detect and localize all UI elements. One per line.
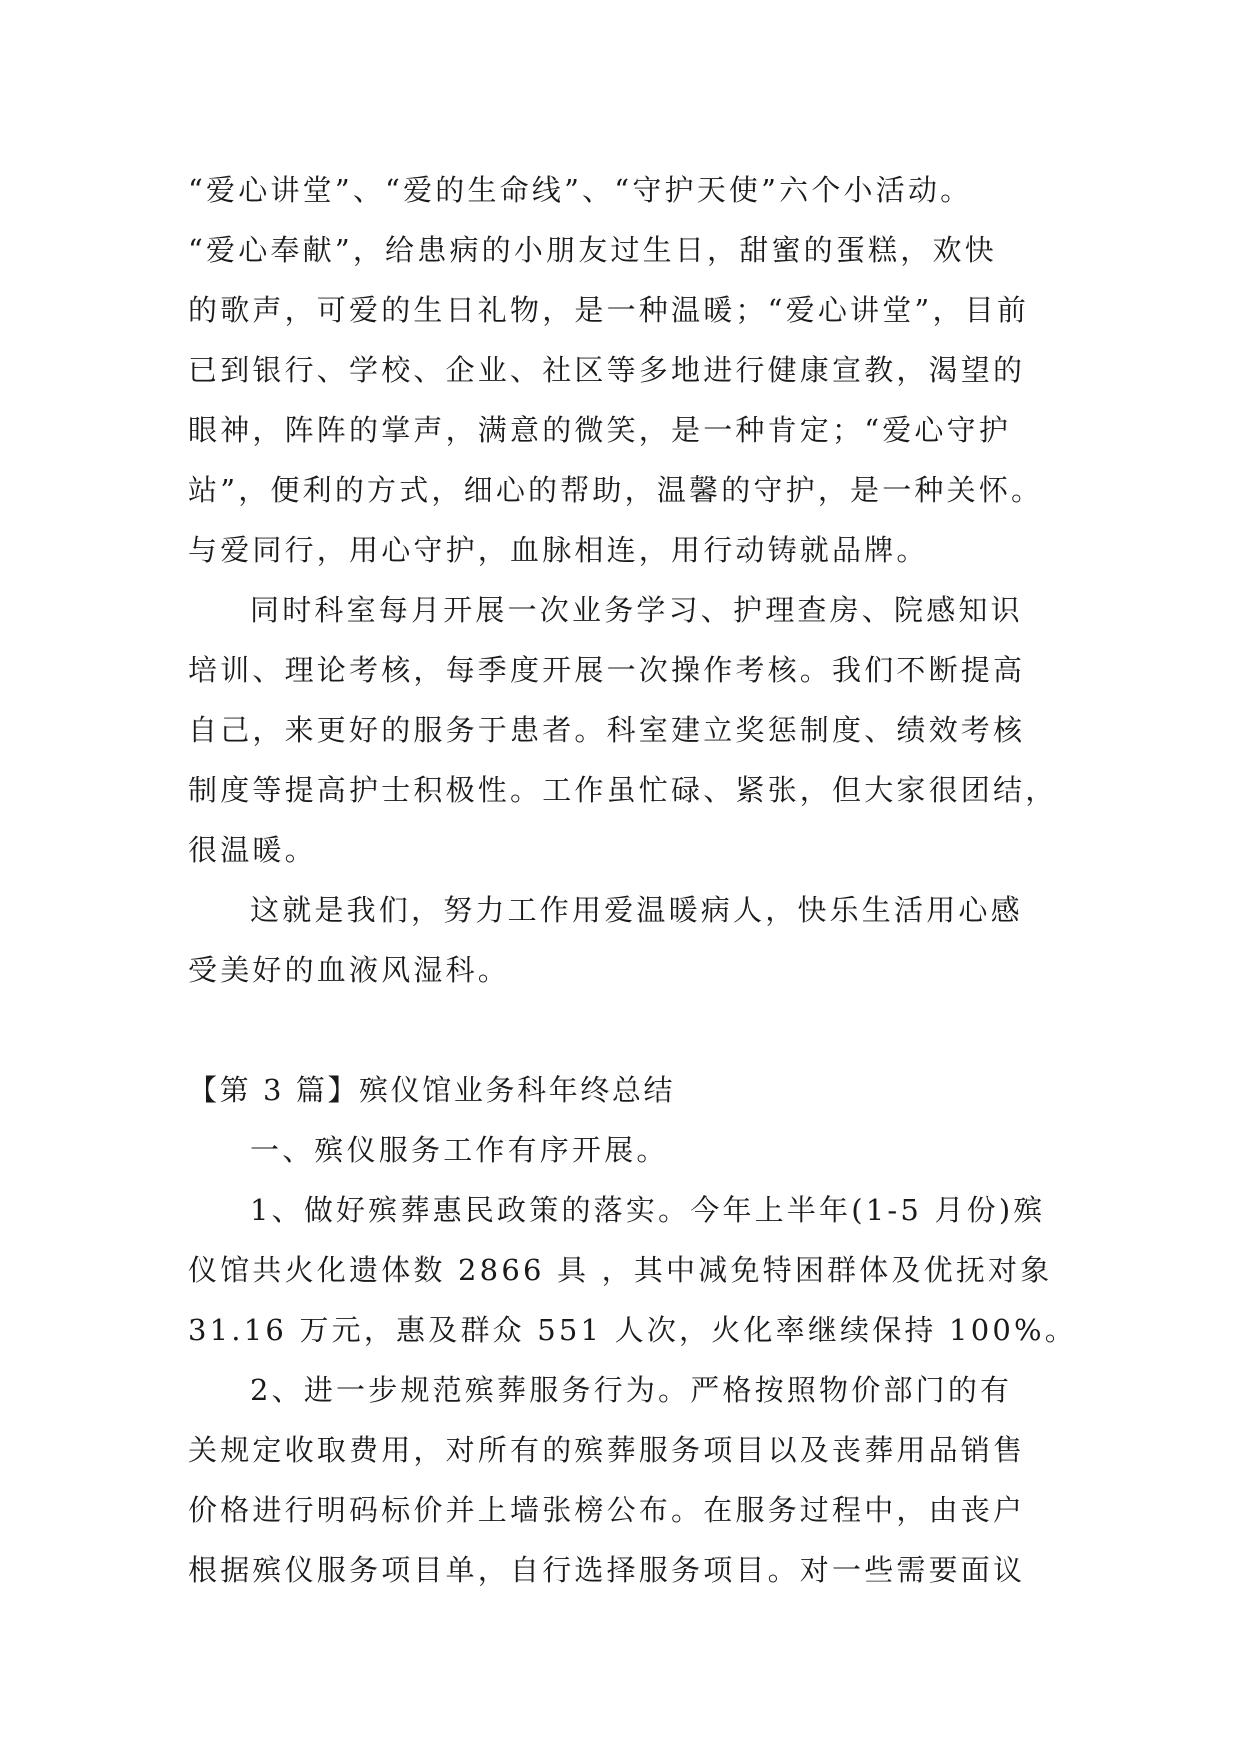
text-line: “爱心奉献”，给患病的小朋友过生日，甜蜜的蛋糕，欢快 — [188, 233, 997, 267]
text-line: 根据殡仪服务项目单，自行选择服务项目。对一些需要面议 — [188, 1553, 1026, 1587]
text-line: 眼神，阵阵的掌声，满意的微笑，是一种肯定；“爱心守护 — [188, 413, 1012, 447]
paragraph-conclusion — [188, 880, 1058, 1000]
text-line: 制度等提高护士积极性。工作虽忙碌、紧张，但大家很团结， — [188, 773, 1058, 807]
section-spacer — [188, 1000, 1058, 1060]
text-line: 同时科室每月开展一次业务学习、护理查房、院感知识 — [250, 593, 1023, 627]
paragraph-training — [188, 580, 1058, 880]
text-line: 自己，来更好的服务于患者。科室建立奖惩制度、绩效考核 — [188, 713, 1026, 747]
text-line: 31.16 万元，惠及群众 551 人次，火化率继续保持 100%。 — [188, 1313, 1077, 1347]
paragraph-item-1 — [188, 1180, 1077, 1360]
text-line: 2、进一步规范殡葬服务行为。严格按照物价部门的有 — [250, 1373, 1013, 1407]
text-line: 站”，便利的方式，细心的帮助，温馨的守护，是一种关怀。 — [188, 473, 1044, 507]
paragraph-love-activities — [188, 160, 1058, 580]
article-3 — [188, 1060, 1077, 1600]
text-line: 价格进行明码标价并上墙张榜公布。在服务过程中，由丧户 — [188, 1493, 1026, 1527]
text-line: 已到银行、学校、企业、社区等多地进行健康宣教，渴望的 — [188, 353, 1026, 387]
text-line: 仪馆共火化遗体数 2866 具 ，其中减免特困群体及优抚对象 — [188, 1253, 1053, 1287]
document-body — [188, 160, 1077, 1600]
text-line: 与爱同行，用心守护，血脉相连，用行动铸就品牌。 — [188, 533, 929, 567]
article-subheading: 一、殡仪服务工作有序开展。 — [250, 1133, 669, 1167]
text-line: 这就是我们，努力工作用爱温暖病人，快乐生活用心感 — [250, 893, 1023, 927]
text-line: 关规定收取费用，对所有的殡葬服务项目以及丧葬用品销售 — [188, 1433, 1026, 1467]
text-line: 受美好的血液风湿科。 — [188, 953, 511, 987]
article-heading: 【第 3 篇】殡仪馆业务科年终总结 — [188, 1073, 676, 1107]
text-line: 很温暖。 — [188, 833, 317, 867]
text-line: 的歌声，可爱的生日礼物，是一种温暖；“爱心讲堂”，目前 — [188, 293, 1030, 327]
text-line: 培训、理论考核，每季度开展一次操作考核。我们不断提高 — [188, 653, 1026, 687]
paragraph-item-2 — [188, 1360, 1058, 1600]
text-line: 1、做好殡葬惠民政策的落实。今年上半年(1-5 月份)殡 — [250, 1193, 1046, 1227]
text-line: “爱心讲堂”、“爱的生命线”、“守护天使”六个小活动。 — [188, 173, 973, 207]
